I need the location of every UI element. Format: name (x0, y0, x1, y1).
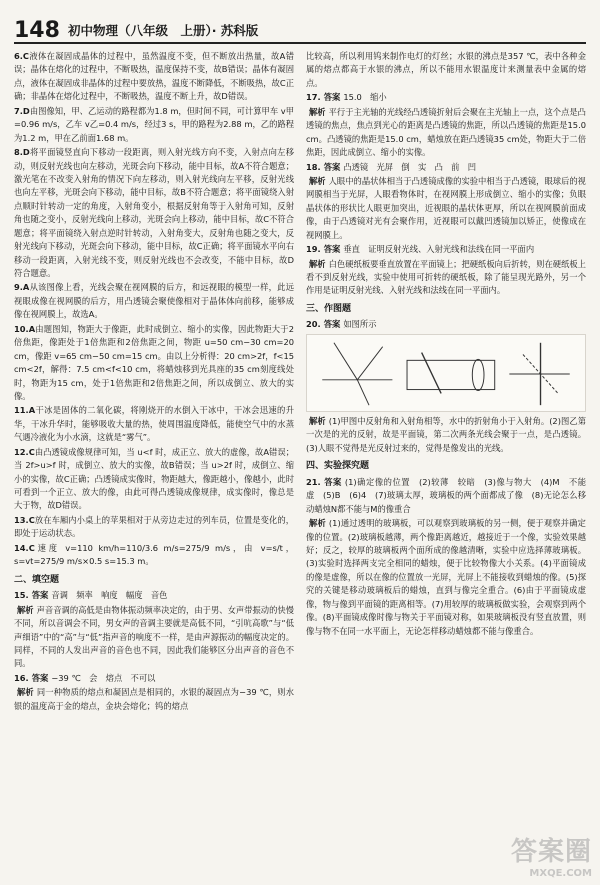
answer-item (14, 604, 294, 671)
answer-item (306, 318, 586, 331)
answer-text: 白色硬纸板要垂直放置在平面镜上；把硬纸板向后折转，则在硬纸板上看不到反射光线，实验中使用可折转的硬纸板，除了能呈现光路外，另一个作用是证明反射光线、入射光线和法线在同一平面内。 (306, 258, 586, 296)
question-number: 19. (306, 244, 321, 255)
answer-item (14, 105, 294, 145)
answer-text: 平行于主光轴的光线经凸透镜折射后会聚在主光轴上一点，这个点是凸透镜的焦点，焦点到光心的距离是凸透镜的焦距，所以凸透镜的焦距是15.0 cm。凸透镜的焦距是15.0 cm，蜡烛放在距凸透镜35 cm处，物距大于二倍焦距，因此成倒立、缩小的实像。 (306, 106, 586, 158)
left-answers (14, 50, 294, 569)
answer-text: 由凸透镜成像规律可知，当 u<f 时，成正立、放大的虚像，故A错误；当 2f>u>f 时，成倒立、放大的实像，故B错误；当 u>2f 时，成倒立、缩小的实像，故C正确；凸透镜成实像时，物距越大，像距越小，像越小，此时可看到一个正立、放大的像，由此可得凸透镜成像规律，成实像时，像总是大于物，故D错误。 (14, 446, 294, 511)
answer-label: 答案 (323, 92, 341, 103)
section-title-fill: 二、填空题 (14, 574, 60, 585)
page-number: 148 (14, 18, 60, 43)
answer-label: 解析 (309, 258, 326, 269)
answer-item (306, 243, 586, 256)
answer-text: 15.0 缩小 (343, 92, 387, 103)
answer-label: 答案 (31, 672, 49, 683)
answer-label: 解析 (17, 604, 34, 615)
section-title-experiment: 四、实验探究题 (306, 461, 370, 472)
question-number: 9.A (14, 282, 30, 293)
answer-text: 比较高，所以利用钨来制作电灯的灯丝；水银的沸点是357 ℃，表中各种金属的熔点都高于水银的沸点，所以不能用水银温度计来测量表中金属的熔点。 (306, 51, 586, 88)
answer-item (306, 258, 586, 298)
answer-text: (1)确定像的位置 (2)较薄 较暗 (3)像与物大 (4)M 不能 虚 (5)B (6)4 (7)玻璃太厚，玻璃板的两个面都成了像 (8)无论怎么移动蜡烛N都不能与M的像重合 (306, 476, 595, 514)
answer-text: 人眼中的晶状体相当于凸透镜成像的实验中相当于凸透镜，眼球后的视网膜相当于光屏，人眼看物体时，在视网膜上形成倒立、缩小的实像；负眼晶状体的形状比人眼更加突出，近视眼的晶状体更厚，所以在视网膜前面成像，由于凸透镜对光有会聚作用，近视眼可以戴凹透镜加以矫正，使像成在视网膜上。 (306, 175, 586, 240)
answer-label: 解析 (309, 415, 326, 426)
answer-item (14, 404, 294, 444)
answer-text: 如图所示 (343, 319, 377, 330)
answer-label: 解析 (17, 687, 34, 698)
answer-item (306, 175, 586, 242)
question-number: 11.A (14, 405, 36, 416)
page-header (14, 10, 586, 44)
watermark-main: 答案圈 (510, 837, 592, 867)
answer-text: 同一种物质的熔点和凝固点是相同的，水银的凝固点为−39 ℃，则水银的温度高于金的熔点，金块会熔化；钨的熔点 (14, 687, 294, 711)
question-number: 8.D (14, 147, 30, 158)
draw-answers (306, 318, 586, 455)
answer-text: 垂直 证明反射光线、入射光线和法线在同一平面内 (343, 244, 535, 255)
answer-item (306, 106, 586, 160)
question-number: 13.C (14, 514, 35, 525)
question-number: 21. (306, 476, 321, 487)
answer-figure (306, 334, 586, 412)
question-number: 14.C (14, 542, 35, 553)
answer-text: 放在车厢内小桌上的苹果相对于从旁边走过的列车员，位置是变化的，即处于运动状态。 (14, 514, 294, 539)
columns (14, 50, 595, 883)
answer-text: 声音音调的高低是由物体振动频率决定的，由于男、女声带振动的快慢不同，所以音调会不同，男女声的音调主要就是高低不同，“引吭高歌”与“低声细语”中的“高”与“低”指声音的响度不一样，是由声源振动的幅度决定的。同样，不同的人发出声音的音色也不同，因此我们能够区分出声音的音色不同。 (14, 604, 294, 669)
answer-label: 解析 (309, 106, 326, 117)
section-title-draw: 三、作图题 (306, 303, 352, 314)
left-column (14, 50, 294, 883)
optics-diagram (307, 335, 585, 411)
answer-label: 解析 (309, 518, 326, 529)
question-number: 17. (306, 92, 321, 103)
answer-item (14, 323, 294, 404)
answer-item (306, 91, 586, 104)
watermark-logo (511, 831, 592, 879)
answer-label: 答案 (323, 244, 341, 255)
answer-text: (1)甲图中反射角和入射角相等，水中的折射角小于入射角。(2)图乙第一次是的光的反射，故是平面镜，第二次两条光线会聚于一点，是凸透镜。(3)人眼不觉得是光反射过来的，觉得是像发出的光线。 (306, 415, 586, 453)
answer-item (306, 415, 586, 455)
answer-label: 答案 (323, 319, 341, 330)
answer-text: 音调 频率 响度 幅度 音色 (51, 590, 168, 601)
answer-item (14, 50, 294, 104)
right-column (306, 50, 595, 883)
question-number: 16. (14, 672, 29, 683)
answer-text: −39 ℃ 会 熔点 不可以 (51, 672, 156, 683)
question-number: 20. (306, 319, 321, 330)
answer-item (14, 686, 294, 713)
answer-label: 答案 (323, 476, 342, 487)
experiment-answers (306, 476, 595, 638)
right-answers (306, 50, 586, 298)
fill-answers (14, 589, 294, 713)
answer-item (14, 542, 294, 569)
answer-item (14, 281, 294, 321)
question-number: 10.A (14, 323, 36, 334)
answer-text: 由题图知，物距大于像距，此时成倒立、缩小的实像，因此物距大于2倍焦距，像距处于1倍焦距和2倍焦距之间，物距 u=50 cm−30 cm=20 cm，像距 v=65 cm−50 cm=15 cm。由以上分析得：20 cm>2f，f<15 cm<2f，解得：7.5 cm<f<10 cm，将蜡烛移到光具座的35 cm刻度线处时，物距为15 cm，处于1倍焦距和2倍焦距之间，所以成倒立、放大的实像。 (14, 323, 294, 401)
answer-item (14, 514, 294, 541)
answer-text: 由图像知，甲、乙运动的路程都为1.8 m，但时间不同，可计算甲车 v甲=0.96 m/s，乙车 v乙=0.4 m/s，经过3 s，甲的路程为2.88 m，乙的路程为1.2 m，甲在乙前面1.68 m。 (14, 105, 294, 143)
watermark-sub: MXQE.COM (529, 868, 592, 879)
book-title: 初中物理（八年级 上册）· 苏科版 (67, 23, 259, 38)
answer-text: 液体在凝固成晶体的过程中，虽然温度不变，但不断放出热量，故A错误；晶体在熔化的过程中，不断吸热，温度保持不变，故B错误；晶体有凝固点，液体在凝固成非晶体的过程中要放热，温度不断降低，不断吸热，故C正确；非晶体在熔化过程中，不断吸热，温度不断上升，故D错误。 (14, 51, 294, 102)
question-number: 7.D (14, 105, 30, 116)
answer-label: 解析 (309, 175, 326, 186)
answer-item (306, 476, 595, 516)
answer-label: 答案 (31, 590, 49, 601)
answer-text: (1)通过透明的玻璃板，可以观察到玻璃板的另一侧，便于观察并确定像的位置。(2)玻璃板越薄，两个像距离越近，越接近于一个像，实验效果越好；反之，较厚的玻璃板两个面所成的像越清晰，实验中应选择薄玻璃板。(3)实验时选择两支完全相同的蜡烛，便于比较物像大小关系。(4)平面镜成的像是虚像，所以在像的位置放一光屏，光屏上不能接收到蜡烛的像。(5)探究的关键是移动玻璃板后的蜡烛，直到与像完全重合。(6)由于平面镜成虚像，物与像到平面镜的距离相等。(7)用较厚的玻璃板做实验，会观察到两个像。(8)平面镜成像时像与物关于平面镜对称，如果玻璃板没有竖直放置，则像与物不在同一水平面上，无论怎样移动蜡烛都不能与像重合。 (306, 518, 586, 636)
question-number: 18. (306, 161, 321, 172)
answer-text: 从该图像上看，光线会聚在视网膜的后方，和远视眼的模型一样，此远视眼成像在视网膜的后方，用凸透镜会聚使像相对于晶体体向前移，能够成像在视网膜上，故选A。 (14, 282, 294, 320)
answer-item (14, 672, 294, 685)
answer-item (306, 50, 586, 90)
question-number: 15. (14, 590, 29, 601)
answer-text: 将平面镜竖直向下移动一段距离，则入射光线方向不变，入射点向左移动，则反射光线也向左移动，光斑会向下移动，能中目标，故A不符合题意；激光笔在不改变入射角的情况下向左移动，则入射光线向左平移，反射光线也向左平移，光斑会向下移动，能中目标，故B不符合题意；将平面镜绕入射点顺时针转动一定的角度，入射角变小，根据反射角等于入射角可知，反射角也随之变小，反射光线向上移动，光斑会向上移动，能中目标，故C不符合题意；将平面镜绕入射点逆时针转动，入射角变大，反射角也随之变大，反射光线向下移动，光斑会向下移动，能中目标，故C正确；将平面镜水平向右移动一段距离，入射光线不变，则反射光线也不会改变，不能中目标，故D符合题意。 (14, 147, 294, 278)
answer-item (14, 446, 294, 513)
answer-item (306, 161, 586, 174)
answer-item (14, 146, 294, 280)
answer-text: 凸透镜 光屏 倒 实 凸 前 凹 (343, 161, 477, 172)
answer-text: 干冰是固体的二氧化碳，将刚烧开的水倒入干冰中，干冰会迅速的升华，干冰升华时，能够吸收大量的热，使周围温度降低，能使空气中的水蒸气遇冷液化为小水滴，这就是“雾气”。 (14, 405, 294, 443)
answer-label: 答案 (323, 161, 341, 172)
question-number: 12.C (14, 446, 35, 457)
answer-text: 速度 v=110 km/h=110/3.6 m/s=275/9 m/s，由 v=s/t，s=vt=275/9 m/s×0.5 s=15.3 m。 (14, 542, 294, 567)
answer-item (14, 589, 294, 602)
answer-item (306, 517, 586, 638)
question-number: 6.C (14, 51, 30, 61)
